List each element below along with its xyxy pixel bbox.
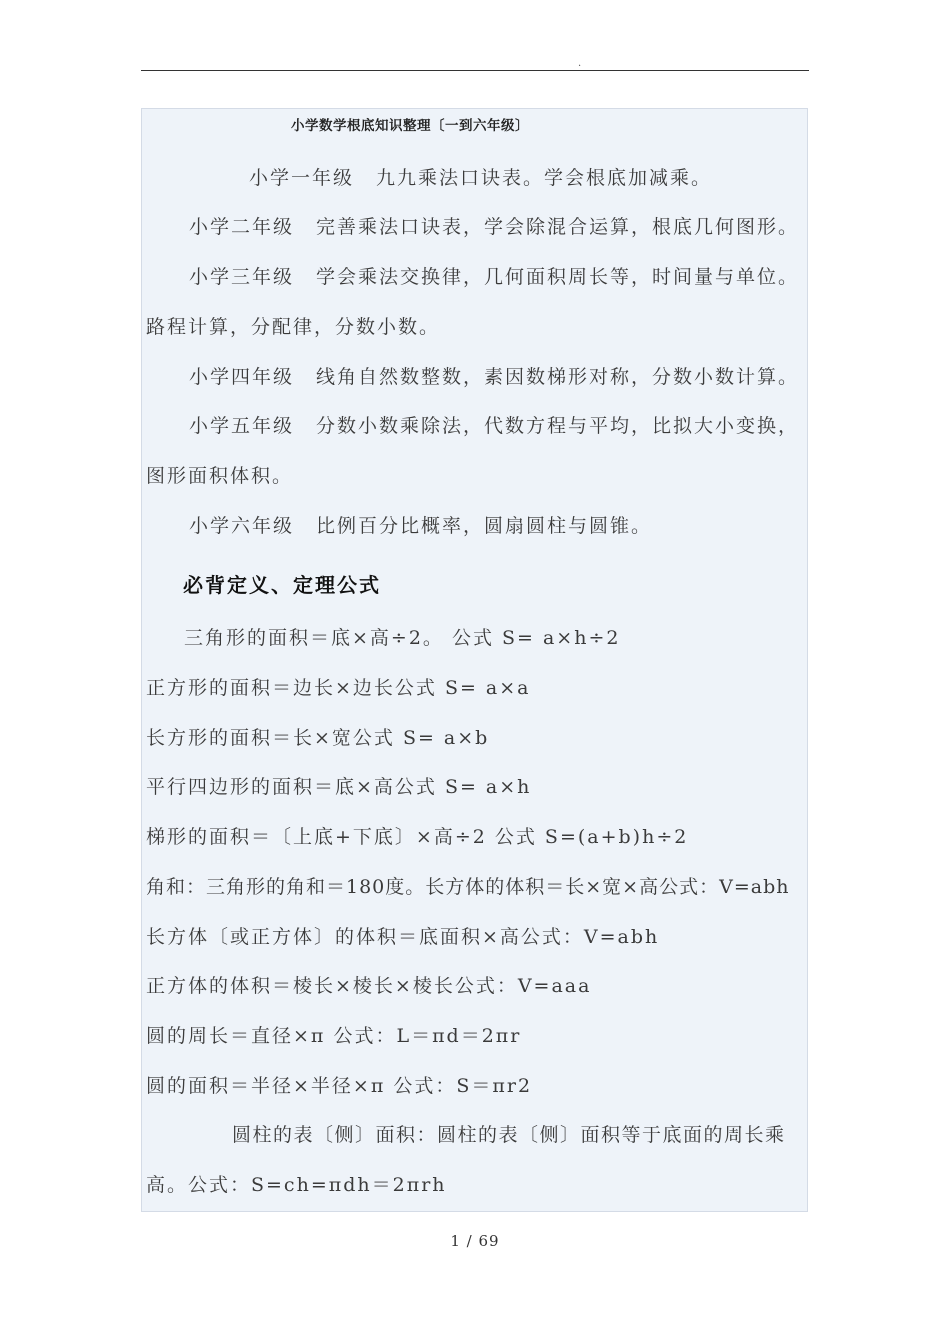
header-mark: . bbox=[578, 58, 582, 69]
formula-line: 正方体的体积＝棱长×棱长×棱长公式：V=aaa bbox=[146, 975, 592, 997]
header-rule bbox=[141, 70, 809, 71]
grade-1-line bbox=[249, 165, 712, 191]
grade-label: 小学四年级 bbox=[189, 366, 295, 388]
grade-5-line bbox=[189, 413, 799, 439]
grade-label: 小学五年级 bbox=[189, 415, 295, 437]
formula-line: 角和：三角形的角和＝180度。长方体的体积＝长×宽×高公式：V=abh bbox=[146, 876, 790, 898]
grade-4-line bbox=[189, 364, 799, 390]
grade-6-line bbox=[189, 513, 652, 539]
formula-line: 圆的周长＝直径×π 公式：L＝πd＝2πr bbox=[146, 1025, 522, 1047]
formula-line: 圆的面积＝半径×半径×π 公式：S＝πr2 bbox=[146, 1075, 533, 1097]
grade-3-continuation: 路程计算，分配律，分数小数。 bbox=[146, 316, 441, 338]
grade-3-line bbox=[189, 264, 799, 290]
section-heading: 必背定义、定理公式 bbox=[183, 573, 381, 597]
formula-line: 长方体〔或正方体〕的体积＝底面积×高公式：V=abh bbox=[146, 926, 660, 948]
formula-line: 正方形的面积＝边长×边长公式 S= a×a bbox=[146, 677, 531, 699]
grade-content: 九九乘法口诀表。学会根底加减乘。 bbox=[376, 167, 713, 189]
formula-line: 长方形的面积＝长×宽公式 S= a×b bbox=[146, 727, 490, 749]
grade-label: 小学三年级 bbox=[189, 266, 295, 288]
grade-label: 小学二年级 bbox=[189, 216, 295, 238]
formula-line: 圆柱的表〔侧〕面积：圆柱的表〔侧〕面积等于底面的周长乘 bbox=[232, 1124, 786, 1146]
formula-line: 三角形的面积＝底×高÷2。 公式 S= a×h÷2 bbox=[184, 627, 621, 649]
formula-line: 高。公式：S=ch=πdh＝2πrh bbox=[146, 1174, 447, 1196]
grade-5-continuation: 图形面积体积。 bbox=[146, 465, 294, 487]
grade-content: 分数小数乘除法，代数方程与平均，比拟大小变换， bbox=[316, 415, 800, 437]
grade-content: 学会乘法交换律，几何面积周长等，时间量与单位。 bbox=[316, 266, 800, 288]
formula-line: 平行四边形的面积＝底×高公式 S= a×h bbox=[146, 776, 532, 798]
page-number: 1 / 69 bbox=[450, 1232, 500, 1250]
document-title: 小学数学根底知识整理〔一到六年级〕 bbox=[291, 118, 529, 134]
grade-2-line bbox=[189, 214, 799, 240]
grade-label: 小学一年级 bbox=[249, 167, 355, 189]
grade-content: 完善乘法口诀表，学会除混合运算，根底几何图形。 bbox=[316, 216, 800, 238]
grade-content: 比例百分比概率，圆扇圆柱与圆锥。 bbox=[316, 515, 653, 537]
formula-line: 梯形的面积＝〔上底+下底〕×高÷2 公式 S=(a+b)h÷2 bbox=[146, 826, 689, 848]
grade-label: 小学六年级 bbox=[189, 515, 295, 537]
grade-content: 线角自然数整数，素因数梯形对称，分数小数计算。 bbox=[316, 366, 800, 388]
